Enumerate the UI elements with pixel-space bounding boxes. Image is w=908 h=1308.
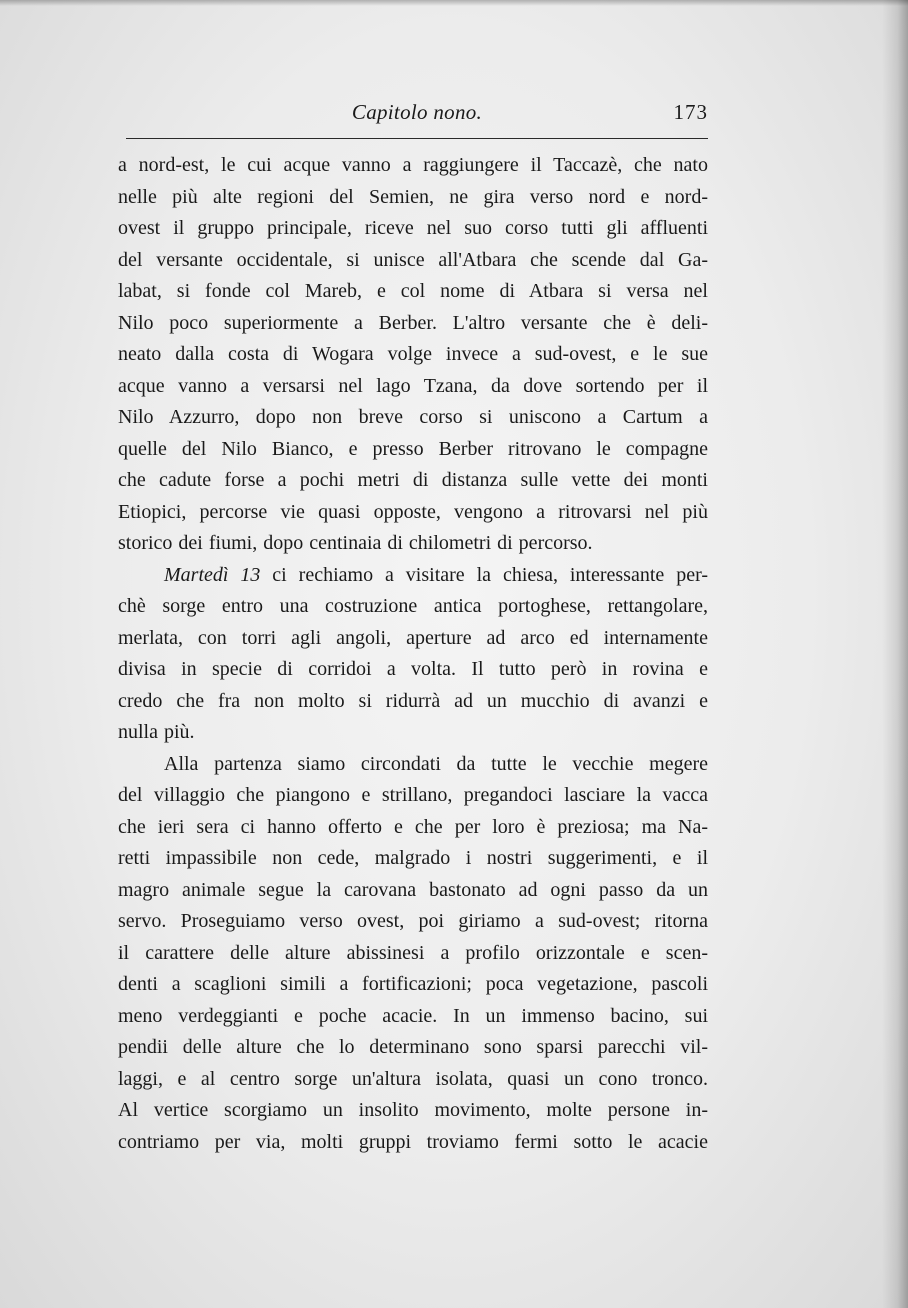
text-line: contriamo per via, molti gruppi troviamo fermi sotto le acacie	[118, 1130, 708, 1153]
text-line: divisa in specie di corridoi a volta. Il tutto però in rovina e	[118, 658, 708, 680]
text-line: il carattere delle alture abissinesi a profilo orizzontale e scen-	[118, 941, 708, 964]
header-rule	[126, 138, 708, 139]
text-line: ovest il gruppo principale, riceve nel suo corso tutti gli affluenti	[118, 217, 708, 239]
chapter-title: Capitolo nono.	[351, 100, 483, 124]
text-line: a nord-est, le cui acque vanno a raggiungere il Taccazè, che nato	[118, 154, 708, 176]
paragraph	[118, 150, 708, 560]
page-number: 173	[673, 100, 708, 124]
text-line: denti a scaglioni simili a fortificazioni; poca vegetazione, pascoli	[118, 973, 708, 995]
text-line: acque vanno a versarsi nel lago Tzana, da dove sortendo per il	[118, 374, 708, 397]
text-line: quelle del Nilo Bianco, e presso Berber ritrovano le compagne	[118, 437, 708, 460]
text-line: che cadute forse a pochi metri di distanza sulle vette dei monti	[118, 469, 708, 491]
text-line: merlata, con torri agli angoli, aperture ad arco ed internamente	[118, 626, 708, 649]
text-line: Nilo poco superiormente a Berber. L'altro versante che è deli-	[118, 311, 708, 334]
text-line: del versante occidentale, si unisce all'Atbara che scende dal Ga-	[118, 248, 708, 271]
text-line: magro animale segue la carovana bastonato ad ogni passo da un	[118, 878, 708, 901]
text-line: servo. Proseguiamo verso ovest, poi giriamo a sud-ovest; ritorna	[118, 910, 708, 932]
text-line: che ieri sera ci hanno offerto e che per loro è preziosa; ma Na-	[118, 815, 708, 838]
text-line: pendii delle alture che lo determinano sono sparsi parecchi vil-	[118, 1036, 708, 1058]
text-line: chè sorge entro una costruzione antica portoghese, rettangolare,	[118, 595, 708, 617]
paragraph	[118, 560, 708, 749]
text-line: del villaggio che piangono e strillano, pregandoci lasciare la vacca	[118, 784, 708, 806]
text-line: nelle più alte regioni del Semien, ne gira verso nord e nord-	[118, 185, 708, 208]
text-line: storico dei fiumi, dopo centinaia di chilometri di percorso.	[118, 532, 593, 554]
text-line: Al vertice scorgiamo un insolito movimento, molte persone in-	[118, 1099, 708, 1121]
page-top-shadow	[0, 0, 908, 6]
text-line: Alla partenza siamo circondati da tutte le vecchie megere	[164, 752, 708, 775]
text-line: nulla più.	[118, 721, 195, 743]
text-line: laggi, e al centro sorge un'altura isolata, quasi un cono tronco.	[118, 1067, 708, 1090]
text-line	[118, 560, 708, 592]
running-head	[126, 96, 708, 130]
text-line: credo che fra non molto si ridurrà ad un mucchio di avanzi e	[118, 689, 708, 712]
text-line: retti impassibile non cede, malgrado i nostri suggerimenti, e il	[118, 847, 708, 869]
text-line: neato dalla costa di Wogara volge invece a sud-ovest, e le sue	[118, 343, 708, 365]
body-text	[118, 150, 708, 1158]
text-line: labat, si fonde col Mareb, e col nome di Atbara si versa nel	[118, 280, 708, 302]
text-fragment: ci rechiamo a visitare la chiesa, interessante per-	[260, 563, 709, 586]
text-line: meno verdeggianti e poche acacie. In un immenso bacino, sui	[118, 1004, 708, 1027]
paragraph	[118, 749, 708, 1159]
text-line: Nilo Azzurro, dopo non breve corso si uniscono a Cartum a	[118, 406, 708, 428]
text-line: Etiopici, percorse vie quasi opposte, vengono a ritrovarsi nel più	[118, 500, 708, 523]
page-gutter-shadow	[882, 0, 908, 1308]
date-lead: Martedì 13	[164, 563, 261, 586]
